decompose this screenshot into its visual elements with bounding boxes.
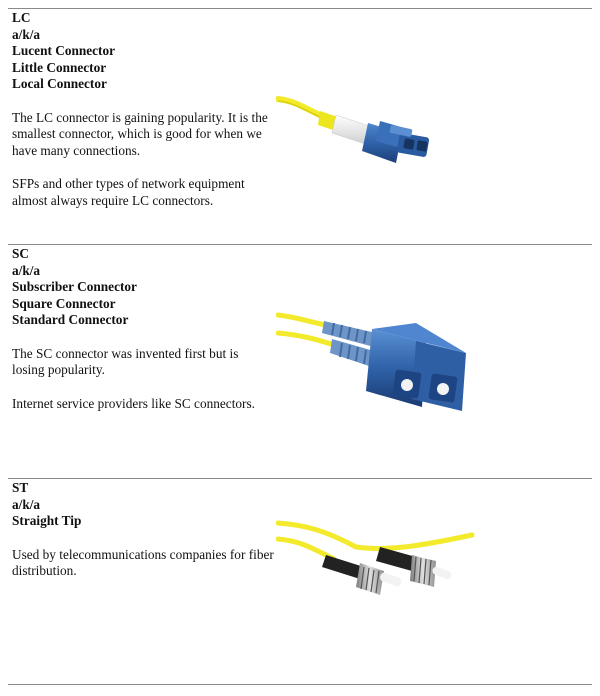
aka-label: a/k/a — [12, 496, 41, 512]
lc-section — [0, 9, 600, 244]
connector-name: Lucent Connector — [12, 43, 116, 58]
aka-label: a/k/a — [12, 262, 41, 278]
connector-name: Subscriber Connector — [12, 279, 137, 294]
connector-abbr: LC — [12, 10, 31, 25]
description-paragraph: Used by telecommunications companies for fiber distribution. — [12, 546, 274, 578]
aka-label: a/k/a — [12, 26, 41, 42]
lc-text-block — [12, 10, 274, 209]
description-paragraph: The LC connector is gaining popularity. It is the smallest connector, which is good for when we have many connections. — [12, 109, 268, 158]
st-section — [0, 479, 600, 684]
description-paragraph: Internet service providers like SC connectors. — [12, 395, 255, 411]
connector-abbr: ST — [12, 480, 29, 495]
connector-name: Square Connector — [12, 295, 116, 311]
connector-name: Standard Connector — [12, 312, 129, 327]
description-paragraph: SFPs and other types of network equipment almost always require LC connectors. — [12, 176, 245, 208]
connector-name: Local Connector — [12, 76, 107, 91]
connector-name: Straight Tip — [12, 513, 82, 528]
sc-text-block — [12, 246, 274, 412]
lc-connector-image — [276, 79, 446, 169]
sc-section — [0, 245, 600, 478]
row-divider-bottom — [8, 684, 592, 685]
st-text-block — [12, 480, 274, 580]
connector-abbr: SC — [12, 246, 29, 261]
description-paragraph: The SC connector was invented first but is losing popularity. — [12, 345, 239, 377]
st-connector-image — [276, 517, 476, 617]
sc-connector-image — [276, 303, 476, 415]
connector-name: Little Connector — [12, 59, 107, 75]
